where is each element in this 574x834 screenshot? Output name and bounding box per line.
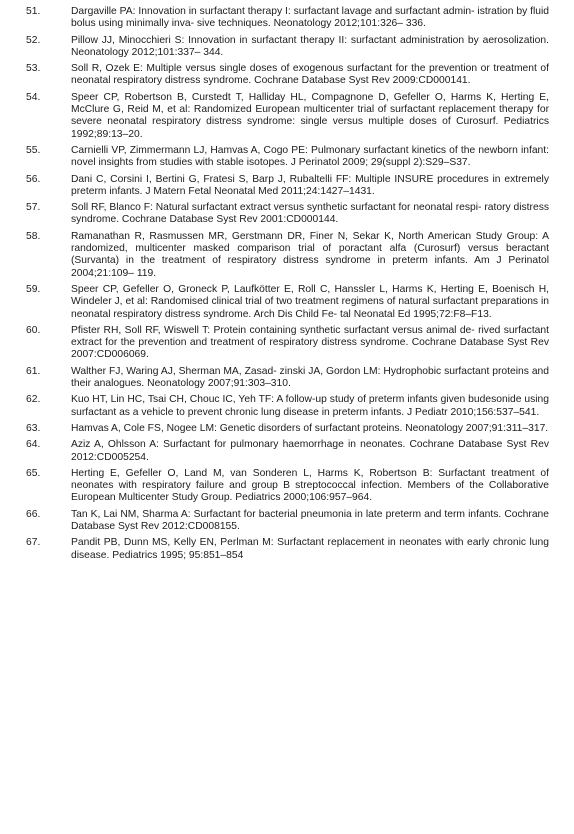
reference-text: Tan K, Lai NM, Sharma A: Surfactant for bacterial pneumonia in late preterm and term infants. Cochrane Database Syst Rev 2012:CD008155.: [71, 508, 549, 532]
reference-text: Hamvas A, Cole FS, Nogee LM: Genetic disorders of surfactant proteins. Neonatology 2007;91:311–317.: [71, 422, 549, 434]
reference-text: Walther FJ, Waring AJ, Sherman MA, Zasad- zinski JA, Gordon LM: Hydrophobic surfactant proteins and their analogues. Neonatology 2007;91:303–310.: [71, 365, 549, 390]
reference-number: 66.: [26, 508, 41, 520]
reference-text: Dani C, Corsini I, Bertini G, Fratesi S, Barp J, Rubaltelli FF: Multiple INSURE procedures in extremely preterm infants. J Matern Fetal Neonatal Med 2011;24:1427–1431.: [71, 173, 549, 197]
reference-text: Ramanathan R, Rasmussen MR, Gerstmann DR, Finer N, Sekar K, North American Study Group: A randomized, multicenter masked comparison trial of poractant alfa (Curosurf) versus beractant (Survanta) in the treatment of respiratory distress syndrome in preterm infants. Am J Perinatol 2004;21:109– 119.: [71, 230, 549, 279]
reference-item: [0, 468, 574, 505]
reference-item: [0, 509, 574, 534]
reference-item: [0, 63, 574, 88]
reference-number: 67.: [26, 537, 41, 549]
reference-text: Pillow JJ, Minocchieri S: Innovation in surfactant therapy II: surfactant administration by aerosolization. Neonatology 2012;101:337– 344.: [71, 34, 549, 58]
reference-text: Herting E, Gefeller O, Land M, van Sonderen L, Harms K, Robertson B: Surfactant treatment of neonates with respiratory failure and group B streptococcal infection. Members of the Collaborative European Multicenter Study Group. Pediatrics 2000;106:957–964.: [71, 467, 549, 504]
reference-text: Speer CP, Robertson B, Curstedt T, Halliday HL, Compagnone D, Gefeller O, Harms K, Herting E, McClure G, Reid M, et al: Randomized European multicenter trial of surfactant replacement therapy for severe neonatal respiratory distress syndrome: single versus multiple doses of Curosurf. Pediatrics 1992;89:13–20.: [71, 91, 549, 140]
reference-number: 61.: [26, 365, 41, 377]
reference-number: 65.: [26, 467, 41, 479]
reference-number: 59.: [26, 283, 41, 295]
reference-text: Dargaville PA: Innovation in surfactant therapy I: surfactant lavage and surfactant admin- istration by fluid bolus using minimally inva- sive techniques. Neonatology 2012;101:326– 336.: [71, 6, 549, 30]
reference-text: Pfister RH, Soll RF, Wiswell T: Protein containing synthetic surfactant versus animal de- rived surfactant extract for the prevention and treatment of respiratory distress syndrome. Cochrane Database Syst Rev 2007:CD006069.: [71, 324, 549, 361]
reference-number: 63.: [26, 422, 41, 434]
reference-item: [0, 366, 574, 391]
reference-text: Soll R, Ozek E: Multiple versus single doses of exogenous surfactant for the prevention or treatment of neonatal respiratory distress syndrome. Cochrane Database Syst Rev 2009:CD000141.: [71, 63, 549, 87]
reference-number: 52.: [26, 34, 41, 46]
reference-item: [0, 325, 574, 362]
reference-number: 56.: [26, 173, 41, 185]
reference-item: [0, 439, 574, 464]
reference-number: 62.: [26, 394, 41, 406]
reference-text: Soll RF, Blanco F: Natural surfactant extract versus synthetic surfactant for neonatal respi- ratory distress syndrome. Cochrane Database Syst Rev 2001:CD000144.: [71, 202, 549, 226]
reference-item: [0, 423, 574, 435]
reference-number: 58.: [26, 230, 41, 242]
reference-number: 55.: [26, 144, 41, 156]
reference-text: Pandit PB, Dunn MS, Kelly EN, Perlman M: Surfactant replacement in neonates with early chronic lung disease. Pediatrics 1995; 95:851–854: [71, 537, 549, 561]
reference-item: [0, 284, 574, 321]
reference-number: 54.: [26, 91, 41, 103]
reference-item: [0, 394, 574, 419]
reference-number: 64.: [26, 439, 41, 451]
reference-item: [0, 6, 574, 31]
reference-text: Kuo HT, Lin HC, Tsai CH, Chouc IC, Yeh TF: A follow-up study of preterm infants given budesonide using surfactant as a vehicle to prevent chronic lung disease in preterm infants. J Pediatr 2010;156:537–541.: [71, 394, 549, 418]
reference-item: [0, 92, 574, 141]
reference-item: [0, 174, 574, 199]
reference-number: 53.: [26, 63, 41, 75]
reference-item: [0, 202, 574, 227]
reference-item: [0, 35, 574, 60]
reference-list: [0, 6, 574, 566]
reference-number: 60.: [26, 324, 41, 336]
reference-number: 51.: [26, 6, 41, 17]
reference-item: [0, 537, 574, 562]
reference-text: Carnielli VP, Zimmermann LJ, Hamvas A, Cogo PE: Pulmonary surfactant kinetics of the newborn infant: novel insights from studies with stable isotopes. J Perinatol 2009; 29(suppl 2):S29–S37.: [71, 144, 549, 169]
reference-item: [0, 231, 574, 280]
reference-item: [0, 145, 574, 170]
reference-text: Speer CP, Gefeller O, Groneck P, Laufkötter E, Roll C, Hanssler L, Harms K, Herting E, Boenisch H, Windeler J, et al: Randomised clinical trial of two treatment regimens of natural surfactant preparations in neonatal respiratory distress syndrome. Arch Dis Child Fe- tal Neonatal Ed 1995;72:F8–F13.: [71, 283, 549, 320]
reference-number: 57.: [26, 202, 41, 214]
reference-text: Aziz A, Ohlsson A: Surfactant for pulmonary haemorrhage in neonates. Cochrane Database Syst Rev 2012:CD005254.: [71, 439, 549, 463]
